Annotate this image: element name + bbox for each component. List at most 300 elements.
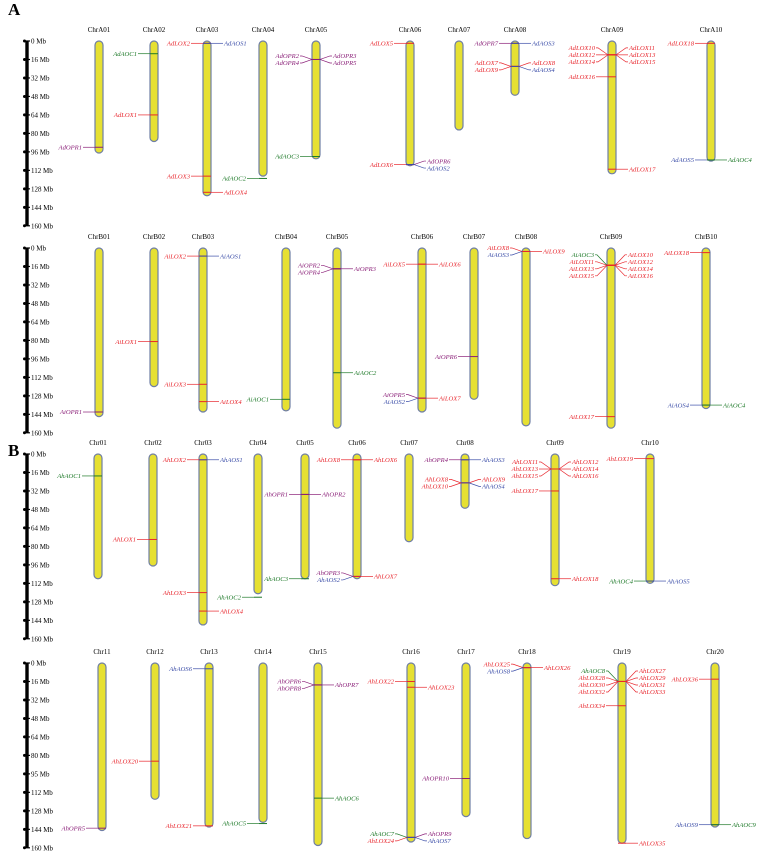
gene-label: AhAOC9 [732, 821, 756, 829]
gene-leader-line [302, 681, 314, 685]
gene-label: AdLOX18 [667, 40, 694, 48]
chromosome-body [150, 248, 158, 387]
scale-label: 144 Mb [31, 410, 53, 419]
chromosome-chrb05 [297, 233, 377, 428]
gene-label: AhLOX22 [367, 678, 394, 686]
gene-leader-line [499, 63, 511, 67]
gene-label: AhLOX7 [374, 573, 398, 581]
scale-label: 0 Mb [31, 659, 46, 668]
chromosome-body [711, 663, 719, 827]
scale-label: 64 Mb [31, 524, 50, 533]
chromosome-title: ChrA07 [447, 26, 471, 34]
scale-dot [23, 169, 26, 172]
scale-label: 144 Mb [31, 616, 53, 625]
scale-label: 0 Mb [31, 37, 46, 46]
gene-label: AhLOX25 [483, 661, 510, 669]
gene-label: AhOPR6 [277, 678, 301, 686]
gene-label: AhLOX31 [639, 682, 666, 690]
gene-label: AhOPR5 [61, 825, 85, 833]
gene-label: AiOPR4 [298, 269, 320, 277]
chromosome-body [607, 248, 615, 428]
scale-label: 32 Mb [31, 487, 50, 496]
scale-label: 32 Mb [31, 74, 50, 83]
gene-label: AiLOX9 [543, 248, 565, 256]
gene-label: AiLOX17 [569, 413, 594, 421]
chromosome-chra04 [221, 26, 275, 183]
gene-label: AhOPR4 [424, 456, 448, 464]
chromosome-title: ChrB10 [694, 233, 718, 241]
chromosome-title: Chr07 [400, 439, 418, 447]
scale-dot [23, 339, 26, 342]
chromosome-title: ChrA08 [503, 26, 527, 34]
gene-label: AhAOS2 [317, 577, 340, 585]
gene-leader-line [449, 479, 461, 483]
gene-label: AhLOX4 [220, 608, 244, 616]
scale-dot [23, 772, 26, 775]
gene-label: AdLOX10 [568, 45, 595, 53]
gene-label: AiOPR5 [383, 391, 405, 399]
scale-label: 128 Mb [31, 598, 53, 607]
gene-label: AdLOX7 [474, 60, 498, 68]
chromosome-chr08 [421, 439, 506, 508]
gene-leader-line [519, 63, 531, 67]
chromosome-title: Chr04 [249, 439, 267, 447]
chromosome-body [301, 454, 309, 579]
chromosome-title: ChrA01 [87, 26, 111, 34]
scale-label: 112 Mb [31, 373, 53, 382]
scale-label: 16 Mb [31, 55, 50, 64]
chromosome-chrb06 [382, 233, 461, 412]
gene-label: AhAOS1 [220, 456, 243, 464]
scale-label: 16 Mb [31, 677, 50, 686]
gene-label: AdAOC3 [275, 153, 299, 161]
gene-label: AhAOC5 [222, 820, 246, 828]
gene-label: AhLOX17 [511, 488, 538, 496]
chromosome-body [522, 248, 530, 426]
gene-label: AiLOX10 [628, 252, 653, 260]
gene-label: AdLOX2 [166, 40, 190, 48]
chromosome-title: ChrA10 [699, 26, 723, 34]
chromosome-chra03 [166, 26, 248, 197]
gene-leader-line [519, 66, 531, 70]
gene-leader-line [606, 671, 618, 682]
gene-label: AhLOX24 [367, 838, 394, 846]
gene-label: AhOPR7 [335, 682, 359, 690]
gene-label: AiAOS4 [667, 402, 689, 410]
gene-label: AdAOS1 [224, 40, 247, 48]
gene-label: AiLOX5 [383, 261, 405, 269]
chromosome-chrb10 [663, 233, 746, 409]
gene-leader-line [414, 165, 426, 169]
chromosome-title: ChrA03 [195, 26, 219, 34]
scale-dot [23, 95, 26, 98]
gene-leader-line [616, 48, 628, 55]
panel-letter-b: B [8, 441, 20, 460]
gene-label: AhLOX21 [165, 823, 192, 831]
scale-dot [23, 735, 26, 738]
chromosome-body [314, 663, 322, 845]
gene-leader-line [321, 269, 333, 273]
chromosome-chra10 [667, 26, 753, 164]
chromosome-title: Chr10 [641, 439, 659, 447]
chromosome-body [203, 41, 211, 196]
gene-leader-line [539, 462, 551, 469]
gene-label: AhOPR1 [264, 491, 288, 499]
gene-label: AhAOC1 [57, 473, 81, 481]
scale-label: 48 Mb [31, 505, 50, 514]
chromosome-row-1 [23, 26, 753, 230]
gene-label: AiAOC3 [571, 252, 594, 260]
gene-label: AiLOX15 [569, 273, 594, 281]
chromosome-chra08 [474, 26, 556, 95]
chromosome-title: Chr20 [706, 648, 724, 656]
gene-label: AdAOC4 [728, 157, 752, 165]
gene-label: AiAOC2 [354, 369, 377, 377]
chromosome-chrb02 [114, 233, 165, 387]
scale-dot [23, 265, 26, 268]
gene-label: AiLOX7 [439, 395, 461, 403]
chromosome-body [98, 663, 106, 830]
gene-label: AhAOC2 [217, 594, 241, 602]
gene-label: AiLOX12 [628, 259, 653, 267]
scale-label: 64 Mb [31, 318, 50, 327]
gene-leader-line [469, 483, 481, 487]
gene-label: AdLOX4 [224, 189, 248, 197]
scale-dot [23, 302, 26, 305]
gene-label: AdAOS5 [671, 157, 694, 165]
chromosome-title: Chr14 [254, 648, 272, 656]
scale-label: 144 Mb [31, 825, 53, 834]
gene-label: AiOPR3 [354, 265, 376, 273]
gene-label: AiOPR6 [435, 353, 457, 361]
gene-label: AhLOX30 [578, 682, 605, 690]
scale-dot [23, 471, 26, 474]
gene-leader-line [615, 255, 627, 266]
chromosome-body [462, 663, 470, 817]
chromosome-title: Chr12 [146, 648, 164, 656]
gene-label: AhLOX36 [671, 676, 698, 684]
chromosome-chr07 [400, 439, 418, 542]
scale-label: 80 Mb [31, 336, 50, 345]
gene-leader-line [606, 681, 618, 692]
scale-label: 112 Mb [31, 579, 53, 588]
gene-leader-line [302, 685, 314, 689]
chromosome-title: ChrA06 [398, 26, 422, 34]
gene-label: AiLOX6 [439, 261, 461, 269]
scale-label: 96 Mb [31, 561, 50, 570]
gene-label: AdOPR4 [275, 60, 299, 68]
chromosome-body [608, 41, 616, 174]
chromosome-body [254, 454, 262, 594]
gene-label: AhLOX26 [544, 664, 571, 672]
gene-label: AhLOX27 [639, 668, 666, 676]
gene-label: AhLOX15 [511, 473, 538, 481]
gene-leader-line [469, 479, 481, 483]
scale-label: 32 Mb [31, 281, 50, 290]
gene-label: AdLOX12 [568, 52, 595, 60]
scale-dot [23, 224, 26, 227]
gene-label: AhLOX11 [512, 459, 538, 467]
scale-dot [23, 582, 26, 585]
chromosome-chr12 [111, 648, 165, 799]
scale-label: 48 Mb [31, 92, 50, 101]
scale-label: 128 Mb [31, 185, 53, 194]
scale-dot [23, 76, 26, 79]
chromosome-chr14 [221, 648, 272, 828]
chromosome-title: ChrB07 [462, 233, 486, 241]
gene-label: AhLOX32 [578, 689, 605, 697]
gene-label: AdAOS4 [532, 67, 555, 75]
chromosome-body [259, 41, 267, 176]
chromosome-body [418, 248, 426, 412]
gene-label: AhOPR2 [322, 491, 346, 499]
chromosome-body [461, 454, 469, 508]
gene-label: AhLOX16 [572, 473, 599, 481]
scale-dot [23, 431, 26, 434]
chromosome-chr10 [606, 439, 691, 585]
gene-label: AhLOX28 [578, 675, 605, 683]
gene-leader-line [616, 55, 628, 62]
scale-dot [23, 526, 26, 529]
chromosome-chrb08 [486, 233, 565, 426]
gene-label: AhAOC6 [335, 795, 359, 803]
chromosome-title: Chr06 [348, 439, 366, 447]
gene-label: AiLOX11 [569, 259, 594, 267]
scale-label: 160 Mb [31, 222, 53, 231]
scale-dot [23, 320, 26, 323]
gene-label: AhAOS9 [675, 821, 698, 829]
gene-leader-line [559, 462, 571, 469]
gene-label: AiLOX3 [164, 381, 186, 389]
gene-label: AiAOS3 [487, 252, 509, 260]
gene-label: AdLOX16 [568, 74, 595, 82]
chromosome-body [523, 663, 531, 839]
scale-label: 32 Mb [31, 696, 50, 705]
scale-dot [23, 376, 26, 379]
gene-leader-line [395, 837, 407, 841]
scale-label: 64 Mb [31, 733, 50, 742]
chromosome-title: ChrB08 [514, 233, 538, 241]
scale-label: 16 Mb [31, 262, 50, 271]
gene-label: AdOPR1 [58, 144, 82, 152]
gene-label: AdAOS3 [532, 40, 555, 48]
chromosome-title: Chr11 [93, 648, 111, 656]
chromosome-chra01 [58, 26, 111, 153]
scale-label: 95 Mb [31, 770, 50, 779]
scale-dot [23, 453, 26, 456]
gene-label: AhAOC3 [264, 575, 288, 583]
chromosome-body [312, 41, 320, 159]
gene-label: AhLOX8 [424, 476, 448, 484]
scale-label: 64 Mb [31, 111, 50, 120]
chromosome-chr09 [511, 439, 599, 586]
gene-label: AdAOC2 [222, 175, 246, 183]
scale-dot [23, 563, 26, 566]
chromosome-body [259, 663, 267, 822]
chromosome-chra05 [274, 26, 357, 161]
gene-label: AhOPR10 [422, 775, 449, 783]
chromosome-body [618, 663, 626, 843]
gene-leader-line [596, 48, 608, 55]
scale-label: 96 Mb [31, 355, 50, 364]
gene-leader-line [341, 573, 353, 577]
chromosome-body [149, 454, 157, 566]
chromosome-chra09 [568, 26, 656, 174]
scale-label: 16 Mb [31, 468, 50, 477]
chromosome-title: Chr05 [296, 439, 314, 447]
gene-leader-line [300, 59, 312, 63]
gene-label: AdLOX14 [568, 59, 595, 67]
gene-label: AhLOX23 [428, 684, 455, 692]
chromosome-chra02 [112, 26, 166, 141]
chromosome-title: ChrA09 [600, 26, 624, 34]
gene-label: AhLOX19 [606, 455, 633, 463]
gene-label: AhLOX18 [572, 575, 599, 583]
chromosome-title: Chr15 [309, 648, 327, 656]
scale-dot [23, 698, 26, 701]
scale-label: 0 Mb [31, 450, 46, 459]
gene-label: AdLOX6 [369, 161, 393, 169]
scale-label: 128 Mb [31, 807, 53, 816]
gene-label: AhLOX9 [482, 476, 506, 484]
gene-label: AhLOX12 [572, 459, 599, 467]
chromosome-title: Chr19 [613, 648, 631, 656]
gene-label: AhAOS3 [482, 456, 505, 464]
gene-label: AhOPR3 [316, 570, 340, 578]
gene-label: AiAOS1 [220, 253, 242, 261]
gene-leader-line [406, 395, 418, 399]
gene-label: AdOPR3 [333, 53, 357, 61]
chromosome-body [333, 248, 341, 428]
scale-label: 128 Mb [31, 392, 53, 401]
gene-leader-line [449, 483, 461, 487]
gene-label: AiLOX1 [115, 338, 137, 346]
gene-leader-line [511, 668, 523, 672]
gene-label: AiLOX18 [664, 249, 689, 257]
panel-letter-a: A [8, 0, 21, 19]
gene-leader-line [626, 681, 638, 692]
chromosome-body [511, 41, 519, 95]
chromosome-body [205, 663, 213, 827]
gene-label: AiAOC4 [723, 402, 746, 410]
gene-leader-line [300, 56, 312, 60]
gene-label: AhLOX13 [511, 466, 538, 474]
scale-dot [23, 413, 26, 416]
chromosome-body [551, 454, 559, 586]
scale-dot [23, 206, 26, 209]
scale-dot [23, 828, 26, 831]
gene-leader-line [626, 671, 638, 682]
chromosome-chr11 [61, 648, 112, 832]
gene-label: AhLOX10 [421, 483, 448, 491]
chromosome-chr17 [421, 648, 475, 817]
scale-dot [23, 600, 26, 603]
scale-dot [23, 283, 26, 286]
chromosome-chr16 [367, 648, 455, 845]
chromosome-chrb09 [568, 233, 654, 428]
chromosome-chr15 [277, 648, 360, 845]
scale-dot [23, 680, 26, 683]
chromosome-row-2 [23, 233, 746, 437]
gene-label: AdLOX8 [532, 60, 556, 68]
gene-leader-line [320, 56, 332, 60]
chromosome-body [199, 248, 207, 412]
gene-label: AhLOX29 [639, 675, 666, 683]
chromosome-title: ChrB03 [191, 233, 215, 241]
chromosome-body [94, 454, 102, 579]
scale-label: 48 Mb [31, 299, 50, 308]
chromosome-body [702, 248, 710, 409]
gene-leader-line [499, 66, 511, 70]
chromosome-title: ChrB05 [325, 233, 349, 241]
scale-dot [23, 113, 26, 116]
gene-label: AhLOX1 [112, 536, 136, 544]
gene-label: AhLOX33 [639, 689, 666, 697]
gene-label: AhLOX20 [111, 758, 138, 766]
gene-label: AiLOX8 [487, 245, 509, 253]
scale-dot [23, 717, 26, 720]
gene-label: AiOPR2 [298, 262, 320, 270]
gene-leader-line [511, 664, 523, 668]
scale-label: 96 Mb [31, 148, 50, 157]
scale-dot [23, 150, 26, 153]
gene-label: AiLOX14 [628, 266, 653, 274]
chromosome-body [707, 41, 715, 161]
gene-label: AiLOX16 [628, 273, 653, 281]
chromosome-body [455, 41, 463, 130]
chromosome-chr13 [165, 648, 219, 830]
gene-label: AhLOX6 [374, 456, 398, 464]
chromosome-body [646, 454, 654, 583]
chromosome-title: Chr16 [402, 648, 420, 656]
gene-label: AdLOX13 [629, 52, 656, 60]
gene-leader-line [615, 265, 627, 276]
gene-leader-line [596, 55, 608, 62]
chromosome-body [150, 41, 158, 141]
scale-dot [23, 809, 26, 812]
gene-label: AiLOX13 [569, 266, 594, 274]
chromosome-title: ChrB02 [142, 233, 166, 241]
chromosome-chra07 [448, 26, 471, 130]
gene-label: AhLOX14 [572, 466, 599, 474]
scale-dot [23, 545, 26, 548]
scale-label: 160 Mb [31, 429, 53, 438]
gene-leader-line [510, 248, 522, 252]
gene-label: AdAOS2 [427, 165, 450, 173]
chromosome-chrb01 [59, 233, 111, 417]
chromosome-title: ChrB06 [410, 233, 434, 241]
chromosome-title: ChrB01 [87, 233, 111, 241]
chromosome-body [470, 248, 478, 399]
scale-dot [23, 754, 26, 757]
gene-leader-line [320, 59, 332, 63]
chromosome-row-3 [23, 439, 690, 643]
gene-leader-line [321, 265, 333, 269]
gene-label: AhLOX3 [162, 589, 186, 597]
gene-label: AhAOS8 [487, 668, 510, 676]
gene-leader-line [415, 837, 427, 841]
chromosome-title: ChrB04 [274, 233, 298, 241]
chromosome-chr01 [56, 439, 107, 579]
chromosome-title: ChrA04 [251, 26, 275, 34]
chromosome-body [95, 248, 103, 417]
gene-label: AhAOS4 [482, 483, 505, 491]
gene-label: AdAOC1 [113, 50, 137, 58]
chromosome-title: Chr13 [200, 648, 218, 656]
gene-label: AhAOS6 [169, 665, 192, 673]
chromosome-title: Chr03 [194, 439, 212, 447]
chromosome-chra06 [369, 26, 451, 172]
